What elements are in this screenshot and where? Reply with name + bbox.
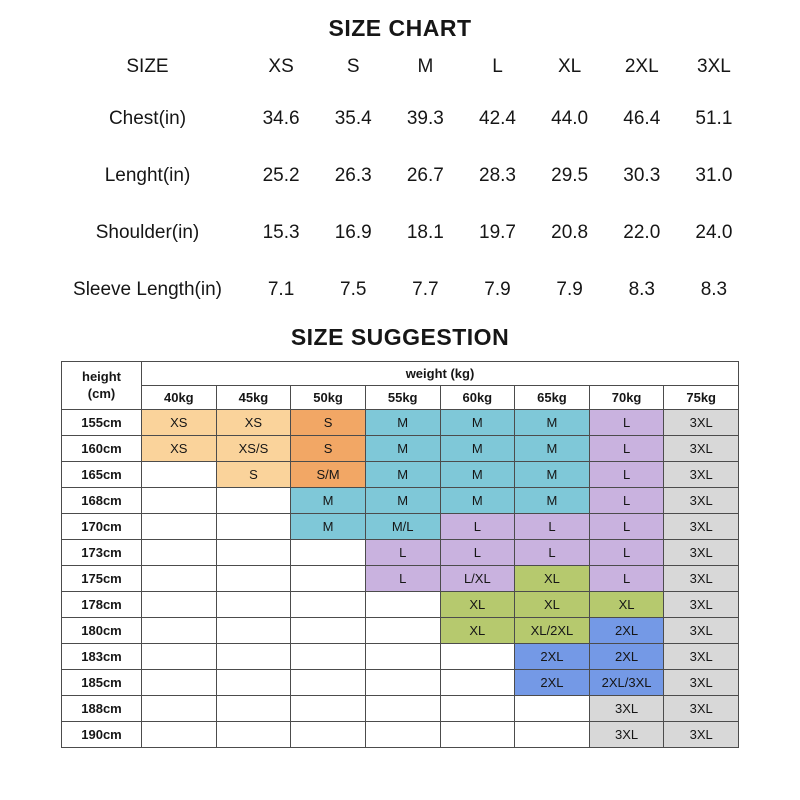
size-cell: 3XL [589,696,664,722]
size-cell: 2XL/3XL [589,670,664,696]
suggestion-row [62,436,739,462]
empty-cell [440,722,515,748]
spec-value-cell: 26.3 [334,164,372,186]
empty-cell [216,618,291,644]
spec-row-label: Sleeve Length(in) [73,278,222,300]
spec-value-cell: 22.0 [623,221,661,243]
size-cell: M [515,410,590,436]
spec-value-cell: 26.7 [406,164,444,186]
spec-value-cell: 16.9 [334,221,372,243]
empty-cell [365,644,440,670]
empty-cell [291,618,366,644]
spec-value-cell: 8.3 [628,278,655,300]
size-cell: M [440,436,515,462]
size-cell: M [365,410,440,436]
empty-cell [142,618,217,644]
empty-cell [365,592,440,618]
empty-cell [216,722,291,748]
size-cell: L [589,488,664,514]
spec-value-cell: 31.0 [695,164,733,186]
size-cell: L [440,514,515,540]
size-cell: 3XL [664,618,739,644]
empty-cell [291,644,366,670]
suggestion-group-header-row [62,362,739,386]
size-chart-table [50,44,750,318]
height-label: 188cm [62,696,142,722]
size-cell: M/L [365,514,440,540]
spec-value-cell: 20.8 [551,221,589,243]
size-chart-title: SIZE CHART [328,15,472,41]
empty-cell [142,644,217,670]
height-label: 190cm [62,722,142,748]
height-label: 183cm [62,644,142,670]
empty-cell [440,644,515,670]
empty-cell [515,696,590,722]
size-cell: L [515,514,590,540]
height-label: 178cm [62,592,142,618]
spec-col-xs: XS [268,56,294,77]
spec-col-3xl: 3XL [697,56,731,77]
spec-row [50,261,750,318]
size-cell: 3XL [664,436,739,462]
size-cell: M [515,462,590,488]
size-cell: M [440,462,515,488]
weight-col-70kg: 70kg [589,386,664,410]
size-cell: M [440,410,515,436]
empty-cell [291,540,366,566]
empty-cell [216,540,291,566]
spec-value-cell: 7.9 [556,278,583,300]
size-cell: L [589,566,664,592]
size-cell: M [365,488,440,514]
empty-cell [142,540,217,566]
suggestion-row [62,410,739,436]
height-label: 170cm [62,514,142,540]
empty-cell [142,566,217,592]
spec-value-cell: 18.1 [406,221,444,243]
empty-cell [216,514,291,540]
suggestion-row [62,618,739,644]
size-cell: S [216,462,291,488]
size-cell: L [589,514,664,540]
weight-col-50kg: 50kg [291,386,366,410]
size-cell: 3XL [664,488,739,514]
empty-cell [142,488,217,514]
height-label: 160cm [62,436,142,462]
weight-col-40kg: 40kg [142,386,217,410]
empty-cell [440,670,515,696]
suggestion-row [62,514,739,540]
size-cell: 3XL [664,566,739,592]
size-cell: XL [440,618,515,644]
size-cell: M [365,436,440,462]
size-cell: 3XL [664,540,739,566]
weight-col-75kg: 75kg [664,386,739,410]
size-cell: L [589,462,664,488]
weight-col-60kg: 60kg [440,386,515,410]
spec-value-cell: 7.7 [412,278,439,300]
spec-value-cell: 19.7 [479,221,516,243]
size-cell: L [365,566,440,592]
empty-cell [142,592,217,618]
size-cell: 3XL [664,722,739,748]
weight-group-header: weight (kg) [142,362,739,386]
height-header-unit: (cm) [87,385,116,401]
height-label: 168cm [62,488,142,514]
size-cell: XL [515,566,590,592]
spec-row-label: Chest(in) [108,107,187,129]
size-cell: M [291,514,366,540]
spec-row-label: Lenght(in) [104,164,191,186]
spec-value-cell: 30.3 [623,164,661,186]
size-cell: 3XL [664,670,739,696]
suggestion-row [62,670,739,696]
size-cell: 2XL [589,618,664,644]
size-cell: L [589,540,664,566]
spec-row [50,90,750,147]
suggestion-row [62,488,739,514]
spec-value-cell: 25.2 [262,164,300,186]
empty-cell [216,670,291,696]
empty-cell [142,670,217,696]
empty-cell [291,592,366,618]
size-cell: 3XL [664,462,739,488]
height-label: 165cm [62,462,142,488]
size-cell: 3XL [664,696,739,722]
empty-cell [142,722,217,748]
spec-value-cell: 39.3 [406,107,444,129]
empty-cell [216,566,291,592]
size-cell: XL [589,592,664,618]
height-column-header [62,362,142,410]
size-cell: XS/S [216,436,291,462]
spec-value-cell: 46.4 [623,107,661,129]
size-cell: S [291,436,366,462]
size-cell: L [589,436,664,462]
empty-cell [216,488,291,514]
spec-row [50,147,750,204]
size-suggestion-title: SIZE SUGGESTION [290,324,510,350]
size-cell: S [291,410,366,436]
height-header-word: height [82,369,121,385]
empty-cell [291,696,366,722]
size-cell: M [515,488,590,514]
size-cell: 3XL [664,514,739,540]
spec-value-cell: 7.1 [267,278,295,300]
empty-cell [142,462,217,488]
size-cell: M [365,462,440,488]
spec-value-cell: 42.4 [479,107,516,129]
weight-col-65kg: 65kg [515,386,590,410]
size-cell: L [365,540,440,566]
suggestion-row [62,722,739,748]
empty-cell [291,722,366,748]
spec-value-cell: 28.3 [479,164,516,186]
empty-cell [365,670,440,696]
size-cell: M [515,436,590,462]
suggestion-row [62,566,739,592]
weight-columns-row [62,386,739,410]
suggestion-row [62,696,739,722]
spec-row [50,204,750,261]
empty-cell [365,696,440,722]
weight-col-45kg: 45kg [216,386,291,410]
spec-col-s: S [346,56,360,77]
size-cell: XL/2XL [515,618,590,644]
size-cell: S/M [291,462,366,488]
spec-row-label: Shoulder(in) [95,221,200,243]
size-cell: XS [142,410,217,436]
height-label: 175cm [62,566,142,592]
size-cell: 2XL [589,644,664,670]
empty-cell [216,592,291,618]
size-cell: L [589,410,664,436]
spec-col-2xl: 2XL [624,56,659,77]
height-label: 155cm [62,410,142,436]
size-cell: XS [216,410,291,436]
spec-value-cell: 44.0 [551,107,589,129]
size-cell: 3XL [664,592,739,618]
suggestion-row [62,462,739,488]
size-cell: M [291,488,366,514]
spec-value-cell: 35.4 [334,107,372,129]
size-cell: 3XL [589,722,664,748]
suggestion-row [62,644,739,670]
spec-value-cell: 24.0 [695,221,733,243]
size-cell: 3XL [664,644,739,670]
empty-cell [291,670,366,696]
size-cell: XL [515,592,590,618]
spec-value-cell: 51.1 [695,107,733,129]
empty-cell [365,722,440,748]
spec-value-cell: 15.3 [262,221,300,243]
spec-value-cell: 8.3 [700,278,728,300]
height-label: 180cm [62,618,142,644]
spec-value-cell: 7.9 [484,278,511,300]
empty-cell [291,566,366,592]
empty-cell [216,644,291,670]
size-cell: M [440,488,515,514]
size-cell: 2XL [515,644,590,670]
size-cell: 3XL [664,410,739,436]
weight-col-55kg: 55kg [365,386,440,410]
spec-col-m: M [417,56,434,77]
empty-cell [515,722,590,748]
suggestion-row [62,592,739,618]
height-label: 185cm [62,670,142,696]
spec-col-l: L [492,56,503,77]
spec-col-size: SIZE [126,56,169,77]
size-cell: XL [440,592,515,618]
empty-cell [440,696,515,722]
size-cell: XS [142,436,217,462]
spec-col-xl: XL [558,56,582,77]
size-chart-header-row [50,44,750,90]
empty-cell [142,514,217,540]
empty-cell [365,618,440,644]
height-label: 173cm [62,540,142,566]
size-cell: 2XL [515,670,590,696]
spec-value-cell: 34.6 [262,107,300,129]
size-cell: L [515,540,590,566]
empty-cell [216,696,291,722]
size-cell: L [440,540,515,566]
empty-cell [142,696,217,722]
size-cell: L/XL [440,566,515,592]
suggestion-row [62,540,739,566]
size-suggestion-table [61,361,739,748]
spec-value-cell: 29.5 [551,164,589,186]
spec-value-cell: 7.5 [340,278,367,300]
